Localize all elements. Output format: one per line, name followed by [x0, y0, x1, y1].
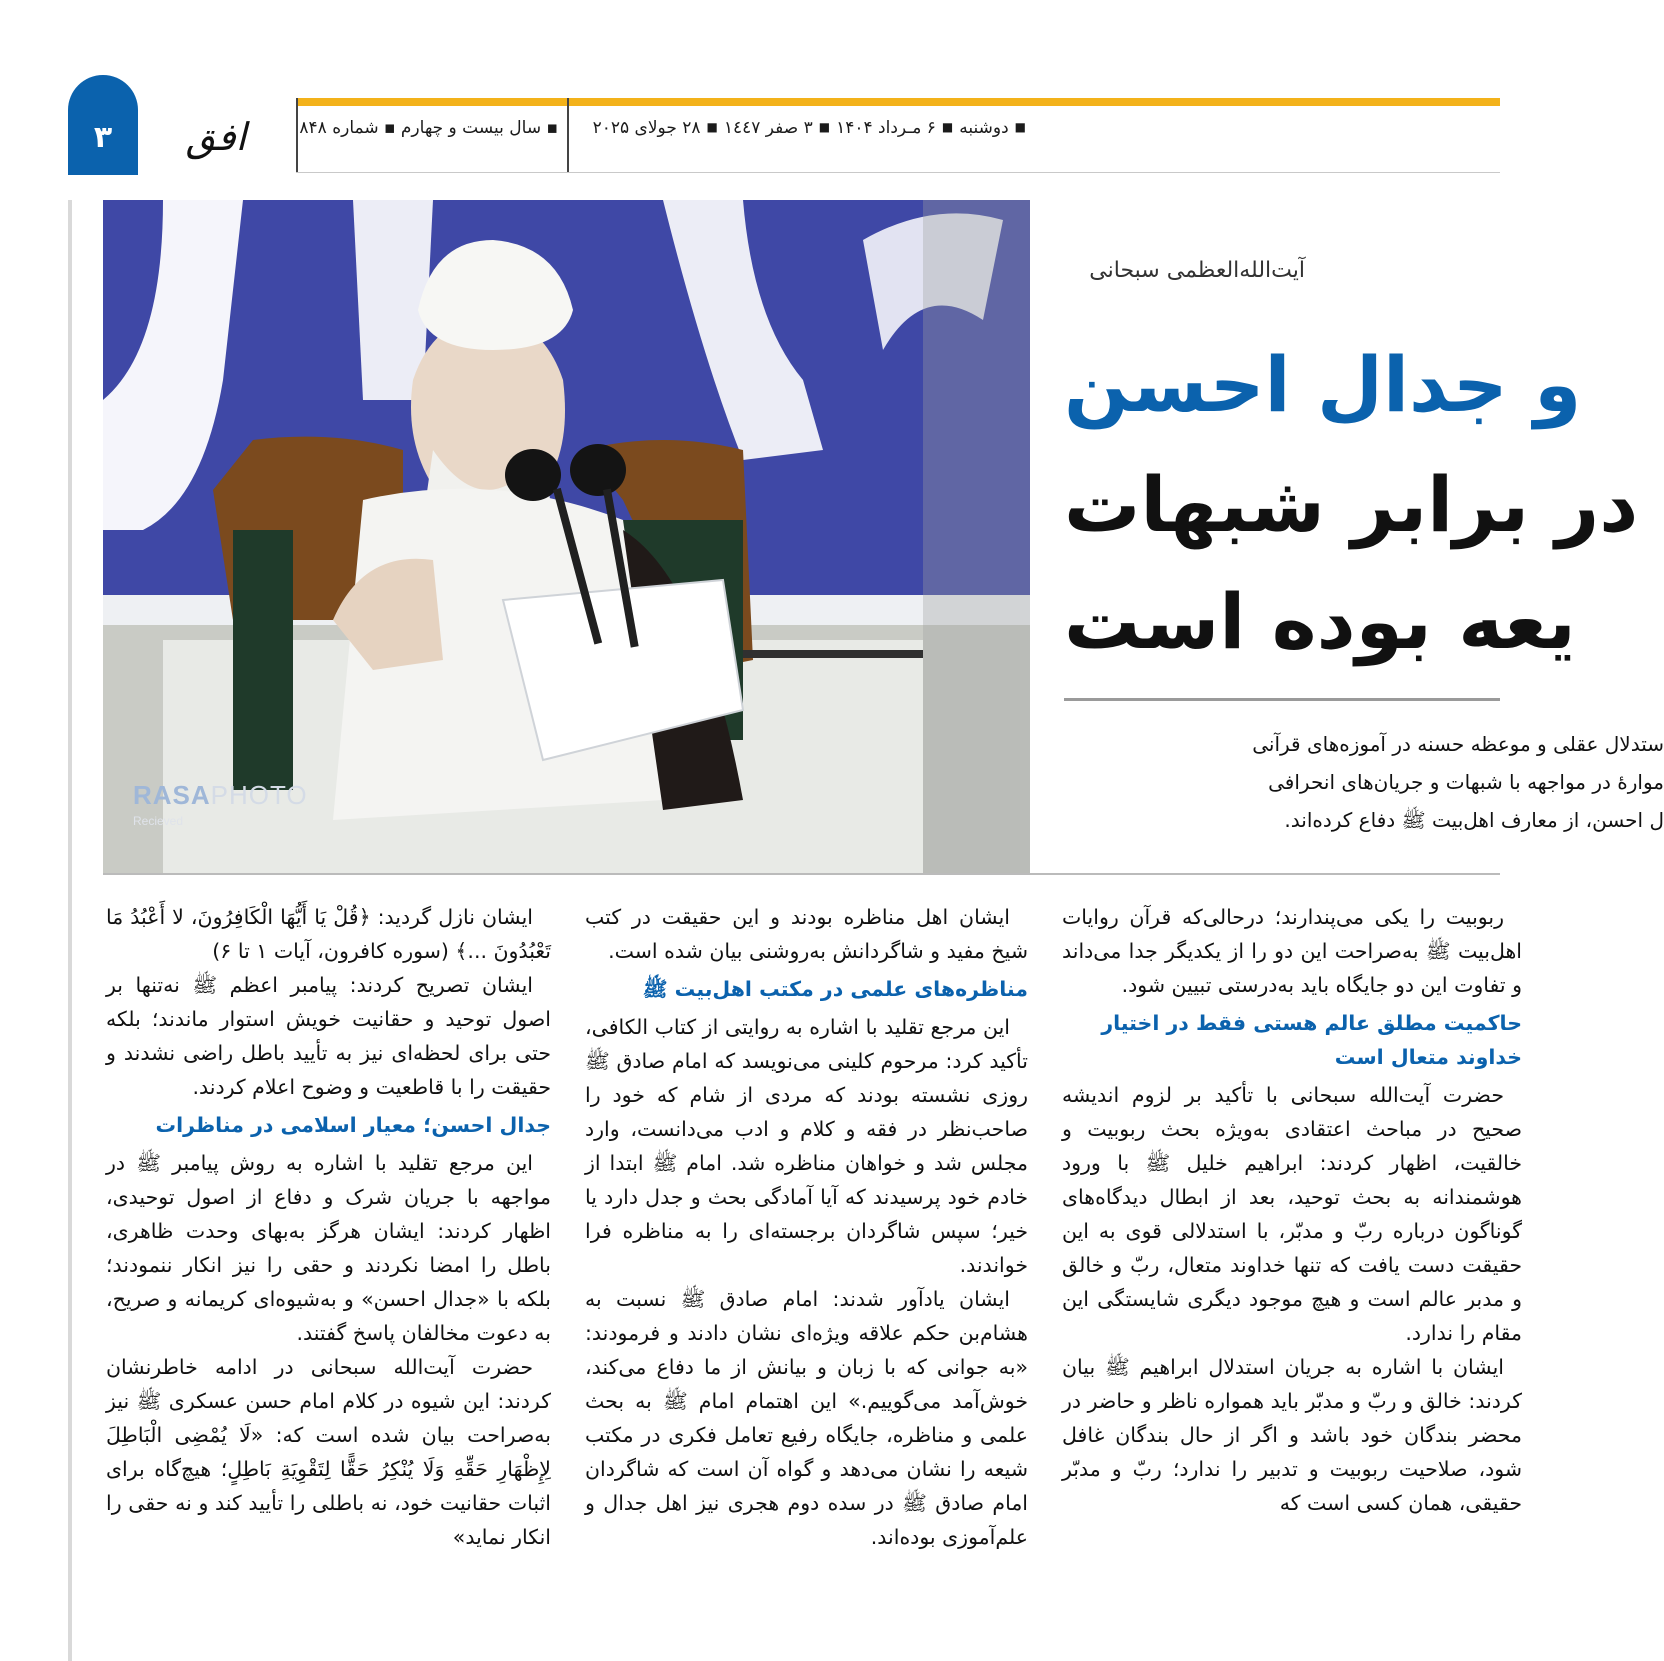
paragraph: ایشان یادآور شدند: امام صادق ﷺ نسبت به هشام‌بن حکم علاقه ویژه‌ای نشان دادند و فرمودند: «به جوانی که با زبان و بیانش از ما دفاع می‌کند، خوش‌آمد می‌گوییم.» این اهتمام امام ﷺ به بحث علمی و مناظره، جایگاه رفیع تعامل فکری در مکتب شیعه را نشان می‌دهد و گواه آن است که شاگردان امام صادق ﷺ در سده دوم هجری نیز اهل جدال و علم‌آموزی بوده‌اند.	[585, 1287, 1028, 1549]
subheading: حاکمیت مطلق عالم هستی فقط در اختیار خداوند متعال است	[1101, 1011, 1522, 1069]
photo-illustration	[103, 200, 1030, 873]
headline-line-3: یعه بوده است	[1064, 577, 1576, 666]
photo-watermark	[133, 780, 308, 811]
column-left	[106, 900, 551, 1661]
watermark-light: PHOTO	[210, 780, 308, 810]
article-kicker: آیت‌الله‌العظمی سبحانی	[1089, 258, 1305, 283]
photo-credit: Recieved	[133, 814, 184, 828]
date-weekday: دوشنبه	[959, 118, 1009, 138]
header-divider	[567, 98, 569, 173]
paragraph: این مرجع تقلید با اشاره به روش پیامبر ﷺ در مواجهه با جریان شرک و دفاع از اصول توحیدی، اظهار کردند: ایشان هرگز به‌بهای وحدت ظاهری، باطل را امضا نکردند و حقی را نیز انکار ننمودند؛ بلکه با «جدال احسن» و به‌شیوه‌ای کریمانه و صریح، به دعوت مخالفان پاسخ گفتند.	[106, 1151, 551, 1345]
paragraph: حضرت آیت‌الله سبحانی در ادامه خاطرنشان کردند: این شیوه در کلام امام حسن عسکری ﷺ نیز به‌صراحت بیان شده است که: «لَا یُمْضِی الْبَاطِلَ لِإِظْهَارِ حَقِّهِ وَلَا یُنْکِرُ حَقًّا لِتَقْوِیَةِ بَاطِلٍ؛ هیچ‌گاه برای اثبات حقانیت خود، نه باطلی را تأیید کند و نه حقی را انکار نماید»	[106, 1355, 551, 1549]
header-rule	[296, 172, 1500, 173]
watermark-bold: RASA	[133, 780, 211, 810]
paragraph: ایشان تصریح کردند: پیامبر اعظم ﷺ نه‌تنها بر اصول توحید و حقانیت خویش استوار ماندند؛ بلکه حتی برای لحظه‌ای نیز به تأیید باطل راضی نشدند و حقیقت را با قاطعیت و وضوح اعلام کردند.	[106, 973, 551, 1099]
paragraph: این مرجع تقلید با اشاره به روایتی از کتاب الکافی، تأکید کرد: مرحوم کلینی می‌نویسد که امام صادق ﷺ روزی نشسته بودند که مردی از شام که خود را صاحب‌نظر در فقه و کلام و ادب می‌دانست، وارد مجلس شد و خواهان مناظره شد. امام ﷺ ابتدا از خادم خود پرسیدند که آیا آمادگی بحث و جدل دارد یا خیر؛ سپس شاگردان برجسته‌ای را به مناظره فرا خواندند.	[585, 1015, 1028, 1277]
column-right	[1062, 900, 1522, 1661]
paragraph: ایشان نازل گردید: ﴿قُلْ یَا أَیُّهَا الْکَافِرُونَ، لا أَعْبُدُ مَا تَعْبُدُونَ ...﴾ (سوره کافرون، آیات ۱ تا ۶)	[106, 905, 551, 963]
header-accent-line	[296, 98, 1500, 106]
headline-line-1: و جدال احسن	[1064, 340, 1582, 429]
masthead-logo: افق	[185, 115, 247, 159]
subheading: جدال احسن؛ معیار اسلامی در مناظرات	[155, 1113, 551, 1137]
headline-line-2: در برابر شبهات	[1064, 460, 1639, 549]
margin-rule	[68, 200, 72, 1661]
date-gregorian: ۲۸ جولای ۲۰۲۵	[592, 118, 701, 138]
paragraph: ایشان با اشاره به جریان استدلال ابراهیم ﷺ بیان کردند: خالق و ربّ و مدبّر باید همواره ناظر و حاضر در محضر بندگان خود باشد و اگر از حال بندگان غافل شود، صلاحیت ربوبیت و تدبیر را ندارد؛ ربّ و مدبّر حقیقی، همان کسی است که	[1062, 1355, 1522, 1515]
lead-divider	[1064, 698, 1500, 701]
page-number: ۳	[93, 120, 113, 155]
subheading: مناظره‌های علمی در مکتب اهل‌بیت ﷺ	[642, 977, 1028, 1001]
paragraph: حضرت آیت‌الله سبحانی با تأکید بر لزوم اندیشه صحیح در مباحث اعتقادی به‌ویژه بحث ربوبیت و خالقیت، اظهار کردند: ابراهیم خلیل ﷺ با ورود هوشمندانه به بحث توحید، بعد از ابطال دیدگاه‌های گوناگون درباره ربّ و مدبّر، با استدلالی قوی به این حقیقت دست یافت که تنها خداوند متعال، ربّ و خالق و مدبر عالم است و هیچ موجود دیگری شایستگی این مقام را ندارد.	[1062, 1083, 1522, 1345]
date-solar: ۶ مـرداد ۱۴۰۴	[836, 118, 936, 138]
article-photo	[103, 200, 1030, 873]
issue-dates: ■دوشنبه■۶ مـرداد ۱۴۰۴■۳ صفر ۱٤٤٧■۲۸ جولای ۲۰۲۵	[592, 118, 1026, 138]
article-lead: ستدلال عقلی و موعظه حسنه در آموزه‌های قرآنی موارهٔ در مواجهه با شبهات و جریان‌های انحرافی ل احسن، از معارف اهل‌بیت ﷺ دفاع کرده‌اند.	[1252, 732, 1664, 832]
issue-info: ▪ سال بیست و چهارم ▪ شماره ۸۴۸	[299, 118, 558, 138]
section-rule	[103, 873, 1500, 875]
paragraph: ربوبیت را یکی می‌پندارند؛ درحالی‌که قرآن روایات اهل‌بیت ﷺ به‌صراحت این دو را از یکدیگر جدا می‌داند و تفاوت این دو جایگاه باید به‌درستی تبیین شود.	[1062, 905, 1522, 997]
header-divider	[296, 98, 298, 173]
date-lunar: ۳ صفر ۱٤٤٧	[723, 118, 813, 138]
column-middle	[585, 900, 1028, 1661]
paragraph: ایشان اهل مناظره بودند و این حقیقت در کتب شیخ مفید و شاگردانش به‌روشنی بیان شده است.	[585, 905, 1028, 963]
